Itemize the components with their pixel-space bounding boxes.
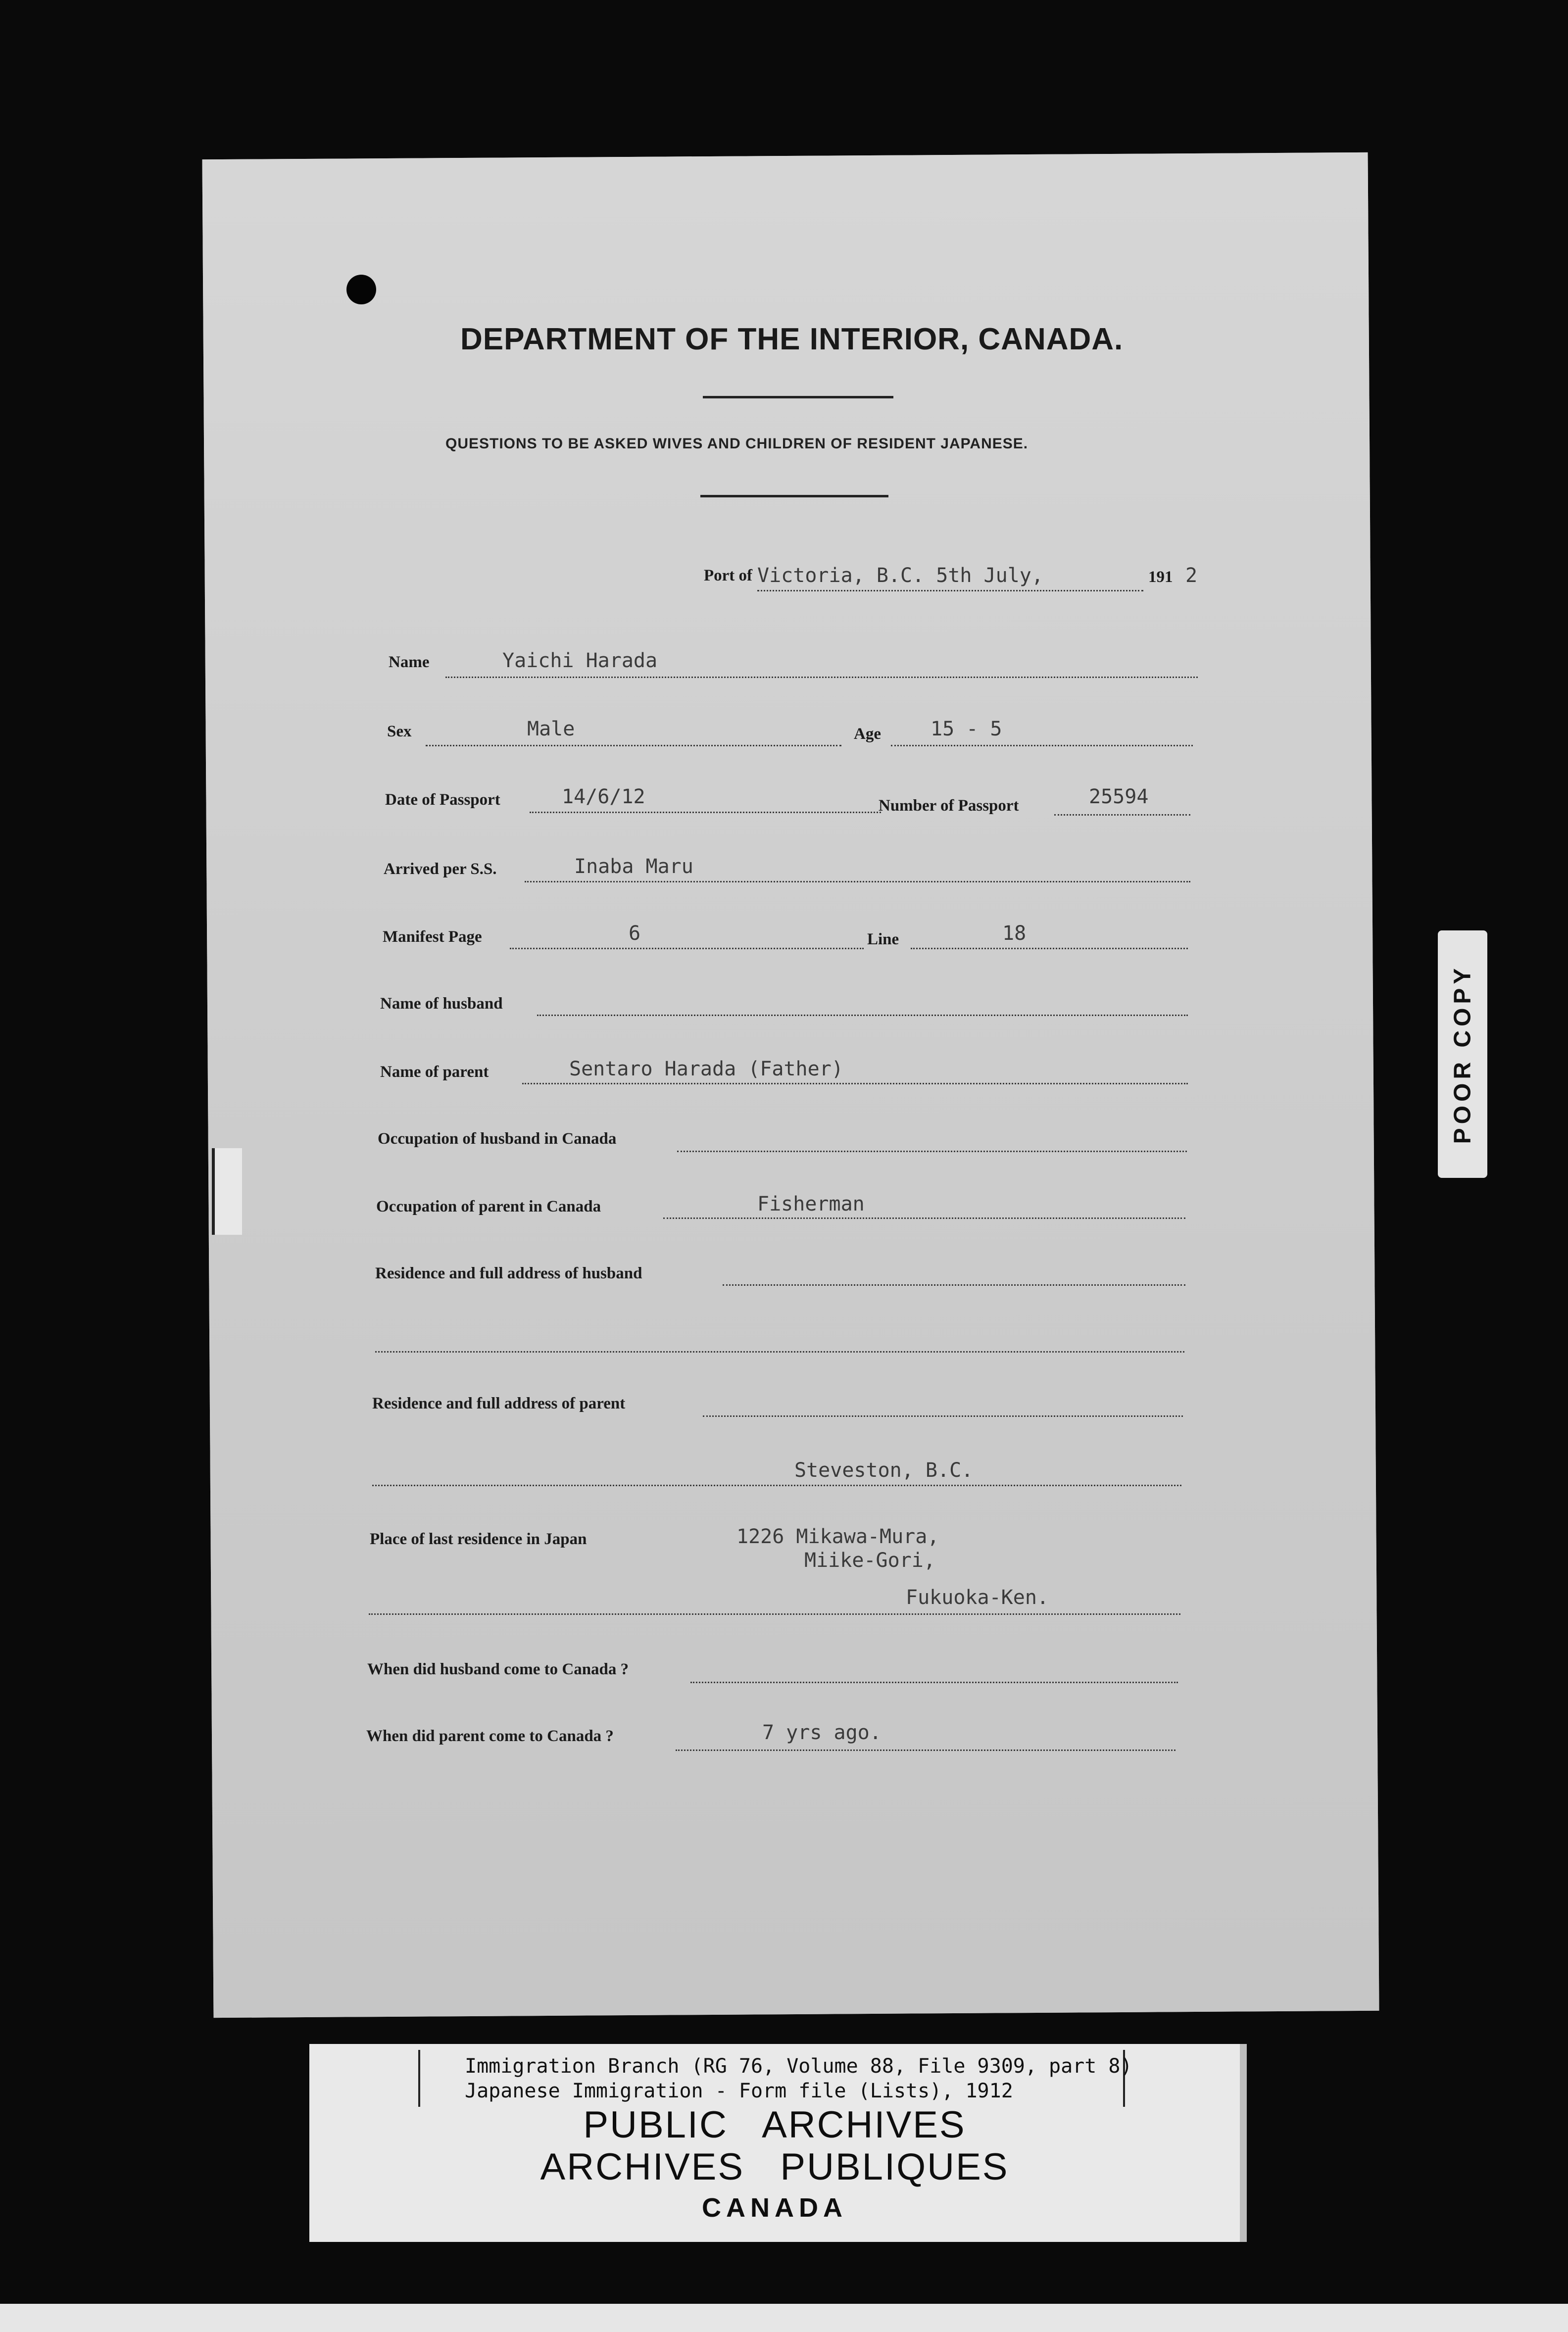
parent-came-label: When did parent come to Canada ? [366, 1727, 614, 1745]
sex-line [426, 745, 841, 746]
name-line [445, 677, 1198, 678]
manifest-line [510, 948, 864, 949]
arrived-label: Arrived per S.S. [384, 860, 497, 878]
age-value: 15 - 5 [931, 718, 1002, 740]
poor-copy-stamp [1438, 930, 1487, 1178]
manifest-label: Manifest Page [383, 928, 482, 946]
archive-reference-box [418, 2050, 1132, 2107]
husband-occupation-label: Occupation of husband in Canada [378, 1130, 617, 1148]
port-value: Victoria, B.C. 5th July, [757, 564, 1043, 587]
arrived-value: Inaba Maru [574, 855, 693, 878]
japan-residence-label: Place of last residence in Japan [370, 1530, 587, 1548]
husband-residence-line [723, 1284, 1185, 1286]
subtitle-rule [700, 495, 888, 497]
passport-number-label: Number of Passport [879, 797, 1019, 815]
scan-bottom-edge [0, 2304, 1568, 2332]
passport-date-label: Date of Passport [385, 791, 500, 809]
parent-name-line [522, 1083, 1188, 1084]
port-line [757, 590, 1143, 591]
archive-name-en: PUBLIC ARCHIVES [583, 2104, 966, 2146]
parent-residence-line-2 [372, 1485, 1181, 1486]
parent-name-label: Name of parent [380, 1063, 489, 1081]
port-label: Port of [704, 567, 753, 584]
passport-date-value: 14/6/12 [562, 785, 645, 808]
age-label: Age [854, 725, 881, 743]
passport-number-value: 25594 [1089, 785, 1149, 808]
sex-label: Sex [387, 723, 412, 740]
parent-name-value: Sentaro Harada (Father) [569, 1058, 843, 1080]
parent-residence-line [703, 1415, 1183, 1417]
manifest-value: 6 [629, 922, 641, 945]
japan-residence-line2: Miike-Gori, [804, 1549, 935, 1572]
parent-occupation-line [663, 1217, 1185, 1219]
japan-residence-line [369, 1613, 1180, 1615]
parent-occupation-value: Fisherman [757, 1193, 865, 1215]
parent-residence-value: Steveston, B.C. [794, 1459, 974, 1482]
form-title: DEPARTMENT OF THE INTERIOR, CANADA. [460, 322, 1124, 356]
husband-came-label: When did husband come to Canada ? [367, 1660, 629, 1678]
name-label: Name [389, 653, 430, 671]
parent-occupation-label: Occupation of parent in Canada [376, 1198, 601, 1215]
title-rule [703, 396, 893, 398]
japan-residence-line3: Fukuoka-Ken. [906, 1586, 1049, 1609]
archive-name-fr: ARCHIVES PUBLIQUES [540, 2146, 1009, 2188]
line-line [911, 948, 1188, 949]
passport-date-line [530, 812, 881, 813]
husband-occupation-line [677, 1151, 1187, 1152]
poor-copy-text: POOR COPY [1449, 964, 1476, 1144]
punch-hole [346, 275, 376, 304]
name-value: Yaichi Harada [502, 649, 658, 672]
archive-reference-line1: Immigration Branch (RG 76, Volume 88, File 9309, part 8) [465, 2055, 1132, 2078]
parent-came-line [676, 1749, 1176, 1751]
husband-residence-label: Residence and full address of husband [375, 1264, 642, 1282]
archive-country: CANADA [702, 2193, 847, 2223]
age-line [891, 745, 1193, 746]
parent-came-value: 7 yrs ago. [762, 1721, 882, 1744]
form-subtitle: QUESTIONS TO BE ASKED WIVES AND CHILDREN OF RESIDENT JAPANESE. [445, 436, 1029, 452]
passport-number-line [1054, 814, 1190, 816]
husband-name-label: Name of husband [380, 995, 503, 1013]
archive-reference-line2: Japanese Immigration - Form file (Lists), 1912 [465, 2080, 1013, 2102]
parent-residence-label: Residence and full address of parent [372, 1395, 626, 1412]
sex-value: Male [527, 718, 575, 740]
husband-came-line [690, 1682, 1178, 1683]
line-value: 18 [1002, 922, 1027, 945]
line-label: Line [867, 930, 899, 948]
paper-tab [212, 1148, 242, 1235]
archive-label [309, 2044, 1247, 2242]
husband-name-line [537, 1015, 1188, 1016]
year-suffix: 2 [1185, 564, 1198, 587]
arrived-line [525, 881, 1190, 882]
husband-residence-line-2 [375, 1351, 1184, 1353]
japan-residence-line1: 1226 Mikawa-Mura, [736, 1525, 939, 1548]
year-prefix: 191 [1148, 568, 1173, 586]
